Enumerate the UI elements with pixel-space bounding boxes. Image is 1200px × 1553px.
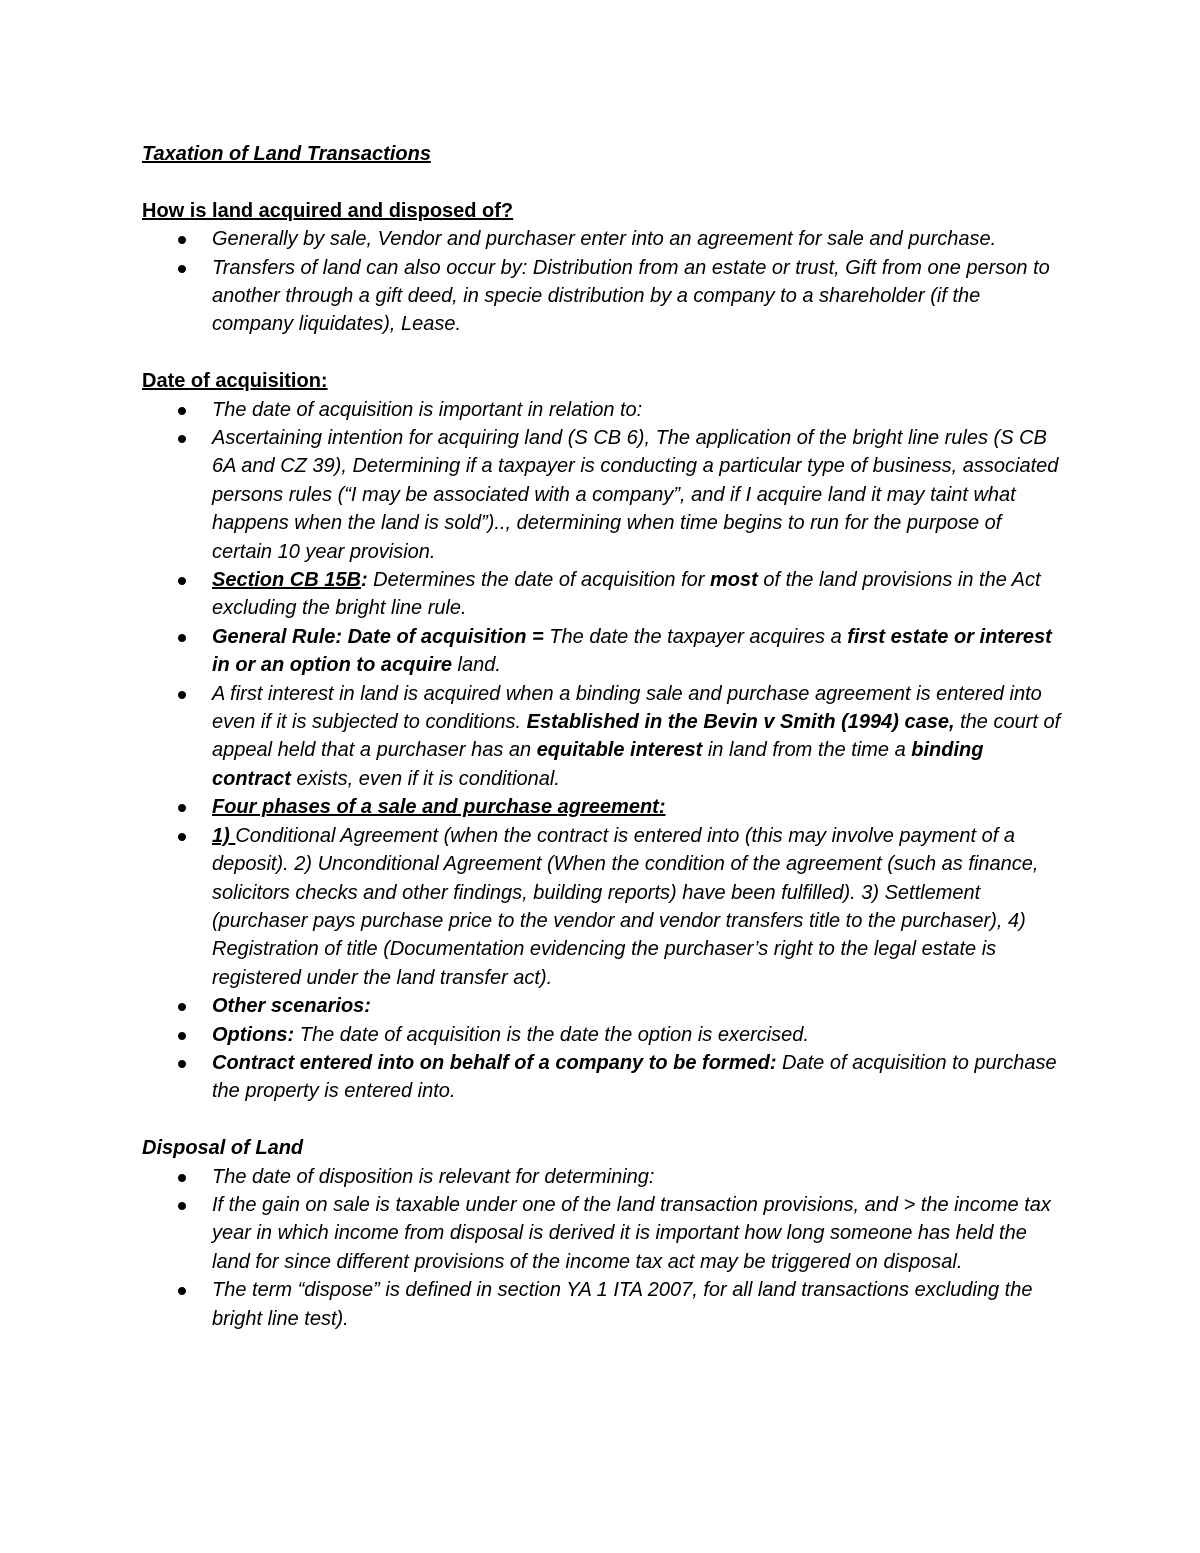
list-item [142, 1191, 1062, 1276]
text-run: A first interest in land is acquired when a binding sale and purchase agreement is entered into even if it is subjected to conditions. [212, 682, 1042, 734]
text-run: Conditional Agreement (when the contract is entered into (this may involve payment of a deposit). 2) Unconditional Agreement (When the condition of the agreement (such as finance, solicitors checks and other findings, building reports) have been fulfilled). 3) Settlement (purchaser pays purchase price to the vendor and vendor transfers title to the purchaser), 4) Registration of title (Documentation evidencing the purchaser’s right to the legal estate is registered under the land transfer act). [212, 824, 1039, 989]
bold-lead: General Rule: Date of acquisition = [212, 625, 544, 648]
list-item [142, 225, 1062, 253]
list-item [142, 680, 1062, 794]
section-date-of-acquisition [142, 367, 1062, 1106]
bold-lead: Other scenarios: [212, 995, 371, 1018]
list-item-text: The date of acquisition is important in relation to: [212, 398, 643, 421]
bullet-icon [178, 1174, 186, 1182]
bullet-list [142, 396, 1062, 1106]
section-disposal-of-land [142, 1134, 1062, 1333]
phase-number: 1) [212, 824, 236, 847]
bullet-icon [178, 407, 186, 415]
text-run: The date the taxpayer acquires a [543, 625, 848, 648]
list-item [142, 1021, 1062, 1049]
text-run: in land from the time a [702, 739, 912, 762]
list-item [142, 992, 1062, 1020]
bullet-icon [178, 577, 186, 585]
list-item-text: Generally by sale, Vendor and purchaser enter into an agreement for sale and purchase. [212, 228, 997, 251]
bullet-icon [178, 435, 186, 443]
bold-term: first estate or interest in or an option to acquire [212, 625, 1052, 677]
list-item [142, 254, 1062, 339]
list-item [142, 566, 1062, 623]
bold-underlined-lead: Four phases of a sale and purchase agreement: [212, 796, 666, 819]
text-run: the court of appeal held that a purchaser has an [212, 711, 1061, 762]
list-item-text: If the gain on sale is taxable under one of the land transaction provisions, and > the income tax year in which income from disposal is derived it is important how long someone has held the land for since different provisions of the income tax act may be triggered on disposal. [212, 1193, 1051, 1273]
list-item [142, 623, 1062, 680]
bullet-icon [178, 1032, 186, 1040]
list-item-text: The date of disposition is relevant for determining: [212, 1165, 655, 1188]
bullet-icon [178, 1060, 186, 1068]
text-run: exists, even if it is conditional. [290, 767, 560, 790]
list-item-text: The term “dispose” is defined in section YA 1 ITA 2007, for all land transactions excluding the bright line test). [212, 1279, 1033, 1330]
bold-term: binding contract [212, 739, 984, 790]
bullet-icon [178, 1003, 186, 1011]
text-run: of the land provisions in the Act excluding the bright line rule. [212, 569, 1041, 620]
bullet-icon [178, 634, 186, 642]
text-colon: : [360, 569, 368, 592]
bullet-icon [178, 804, 186, 812]
section-reference: Section CB 15B [212, 569, 361, 592]
text-run: The date of acquisition is the date the option is exercised. [294, 1023, 809, 1046]
bold-term: equitable interest [536, 739, 703, 762]
bold-lead: Options: [212, 1023, 295, 1046]
bold-lead: Contract entered into on behalf of a company to be formed: [212, 1051, 777, 1074]
section-heading: Date of acquisition: [142, 370, 328, 393]
text-run: Determines the date of acquisition for [367, 569, 711, 592]
list-item [142, 396, 1062, 424]
bold-term: Established in the Bevin v Smith (1994) case, [526, 711, 955, 734]
bullet-icon [178, 1202, 186, 1210]
section-heading: Disposal of Land [142, 1137, 304, 1160]
list-item-text: Transfers of land can also occur by: Distribution from an estate or trust, Gift from one person to another through a gift deed, in specie distribution by a company to a shareholder (if the company liquidates), Lease. [212, 256, 1050, 336]
bullet-icon [178, 691, 186, 699]
document-title: Taxation of Land Transactions [142, 143, 431, 165]
section-acquired-disposed [142, 197, 1062, 339]
bullet-icon [178, 1287, 186, 1295]
list-item-text: Ascertaining intention for acquiring land (S CB 6), The application of the bright line rules (S CB 6A and CZ 39), Determining if a taxpayer is conducting a particular type of business, associated persons rules (“I may be associated with a company”, and if I acquire land it may taint what happens when the land is sold”).., determining when time begins to run for the purpose of certain 10 year provision. [212, 427, 1059, 563]
bold-term: most [710, 569, 758, 592]
list-item [142, 1276, 1062, 1333]
bullet-icon [178, 833, 186, 841]
list-item [142, 793, 1062, 821]
bullet-icon [178, 236, 186, 244]
bullet-icon [178, 265, 186, 273]
bullet-list [142, 1163, 1062, 1333]
list-item [142, 822, 1062, 992]
list-item [142, 424, 1062, 566]
document-body [142, 140, 1062, 1333]
list-item [142, 1049, 1062, 1106]
text-run: Date of acquisition to purchase the property is entered into. [212, 1051, 1057, 1103]
list-item [142, 1163, 1062, 1191]
section-heading: How is land acquired and disposed of? [142, 199, 514, 222]
text-run: land. [452, 654, 501, 677]
bullet-list [142, 225, 1062, 339]
